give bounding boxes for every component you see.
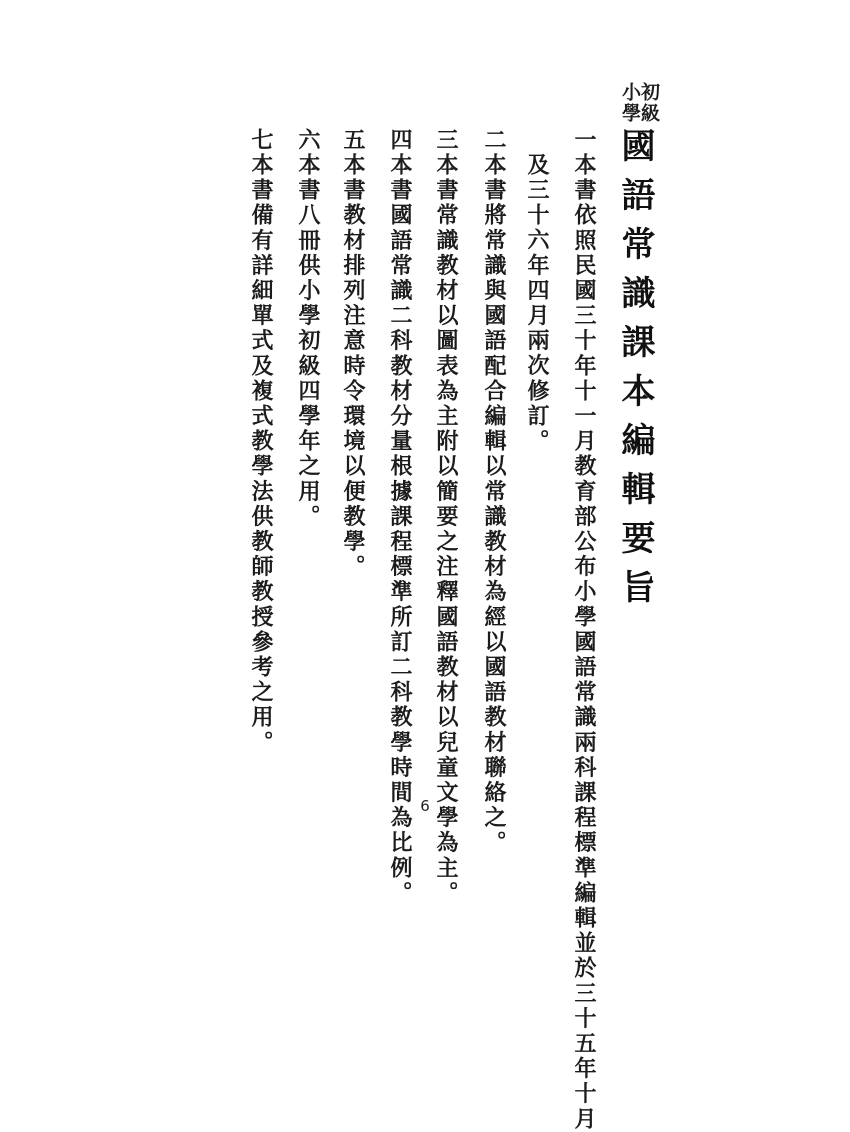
item-5: 五本書教材排列注意時令環境以便教學。	[340, 128, 366, 580]
item-4: 四本書國語常識二科教材分量根據課程標準所訂二科教學時間為比例。	[387, 128, 413, 907]
item-6: 六本書八冊供小學初級四學年之用。	[295, 128, 321, 530]
item-7: 七本書備有詳細單式及複式教學法供教師教授參考之用。	[248, 128, 274, 756]
item-1-line-2: 及三十六年四月兩次修訂。	[524, 153, 550, 455]
document-title: 國語常識課本編輯要旨	[615, 128, 655, 618]
item-1-line-1: 一本書依照民國三十年十一月教育部公布小學國語常識兩科課程標準編輯並於三十五年十月	[571, 128, 597, 1132]
page-number: 6	[420, 797, 430, 815]
grade-level-label	[620, 82, 658, 124]
item-3: 三本書常識教材以圖表為主附以簡要之注釋國語教材以兒童文學為主。	[433, 128, 459, 907]
grade-level-line-2: 小學	[619, 82, 641, 124]
grade-level-line-1: 初級	[638, 82, 660, 124]
item-2: 二本書將常識與國語配合編輯以常識教材為經以國語教材聯絡之。	[481, 128, 507, 856]
